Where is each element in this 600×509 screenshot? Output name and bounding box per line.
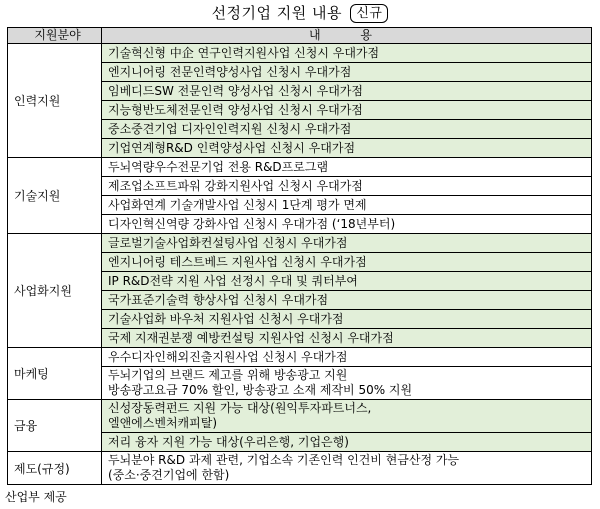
content-cell: 우수디자인해외진출지원사업 신청시 우대가점: [102, 348, 592, 367]
content-cell: 두뇌역량우수전문기업 전용 R&D프로그램: [102, 158, 592, 177]
content-cell: 엔지니어링 전문인력양성사업 신청시 우대가점: [102, 63, 592, 82]
content-cell: 기업연계형R&D 인력양성사업 신청시 우대가점: [102, 139, 592, 158]
content-cell: 두뇌기업의 브랜드 제고를 위해 방송광고 지원 방송광고요금 70% 할인, 방송광고 소재 제작비 50% 지원: [102, 367, 592, 400]
category-cell: 사업화지원: [8, 234, 102, 348]
table-row: [8, 400, 592, 433]
content-cell: 제조업소프트파워 강화지원사업 신청시 우대가점: [102, 177, 592, 196]
content-cell: 국가표준기술력 향상사업 신청시 우대가점: [102, 291, 592, 310]
table-row: [8, 452, 592, 485]
content-cell: 저리 융자 지원 가능 대상(우리은행, 기업은행): [102, 433, 592, 452]
content-cell: 임베디드SW 전문인력 양성사업 신청시 우대가점: [102, 82, 592, 101]
new-badge: 신규: [350, 4, 388, 23]
content-cell: 신성장동력펀드 지원 가능 대상(원익투자파트너스, 엘앤에스벤처캐피탈): [102, 400, 592, 433]
header-content: 내 용: [102, 28, 592, 44]
content-cell: 엔지니어링 테스트베드 지원사업 신청시 우대가점: [102, 253, 592, 272]
document-title: [0, 0, 600, 26]
category-cell: 기술지원: [8, 158, 102, 234]
category-cell: 금융: [8, 400, 102, 452]
category-cell: 제도(규정): [8, 452, 102, 485]
table-body: [8, 44, 592, 485]
table-header-row: [8, 28, 592, 44]
content-cell: 기술혁신형 中企 연구인력지원사업 신청시 우대가점: [102, 44, 592, 63]
title-text: 선정기업 지원 내용: [211, 4, 343, 22]
table-row: [8, 348, 592, 367]
header-category: 지원분야: [8, 28, 102, 44]
table-row: [8, 158, 592, 177]
content-cell: 지능형반도체전문인력 양성사업 신청시 우대가점: [102, 101, 592, 120]
support-table: [7, 27, 592, 485]
content-cell: 국제 지재권분쟁 예방컨설팅 지원사업 신청시 우대가점: [102, 329, 592, 348]
category-cell: 마케팅: [8, 348, 102, 400]
content-cell: IP R&D전략 지원 사업 선정시 우대 및 쿼터부여: [102, 272, 592, 291]
table-row: [8, 234, 592, 253]
content-cell: 기술사업화 바우처 지원사업 신청시 우대가점: [102, 310, 592, 329]
content-cell: 두뇌분야 R&D 과제 관련, 기업소속 기존인력 인건비 현금산정 가능 (중소·중견기업에 한함): [102, 452, 592, 485]
table-row: [8, 44, 592, 63]
content-cell: 디자인혁신역량 강화사업 신청시 우대가점 (‘18년부터): [102, 215, 592, 234]
source-credit: 산업부 제공: [5, 490, 67, 504]
content-cell: 사업화연계 기술개발사업 신청시 1단계 평가 면제: [102, 196, 592, 215]
content-cell: 중소중견기업 디자인인력지원 신청시 우대가점: [102, 120, 592, 139]
category-cell: 인력지원: [8, 44, 102, 158]
content-cell: 글로벌기술사업화컨설팅사업 신청시 우대가점: [102, 234, 592, 253]
